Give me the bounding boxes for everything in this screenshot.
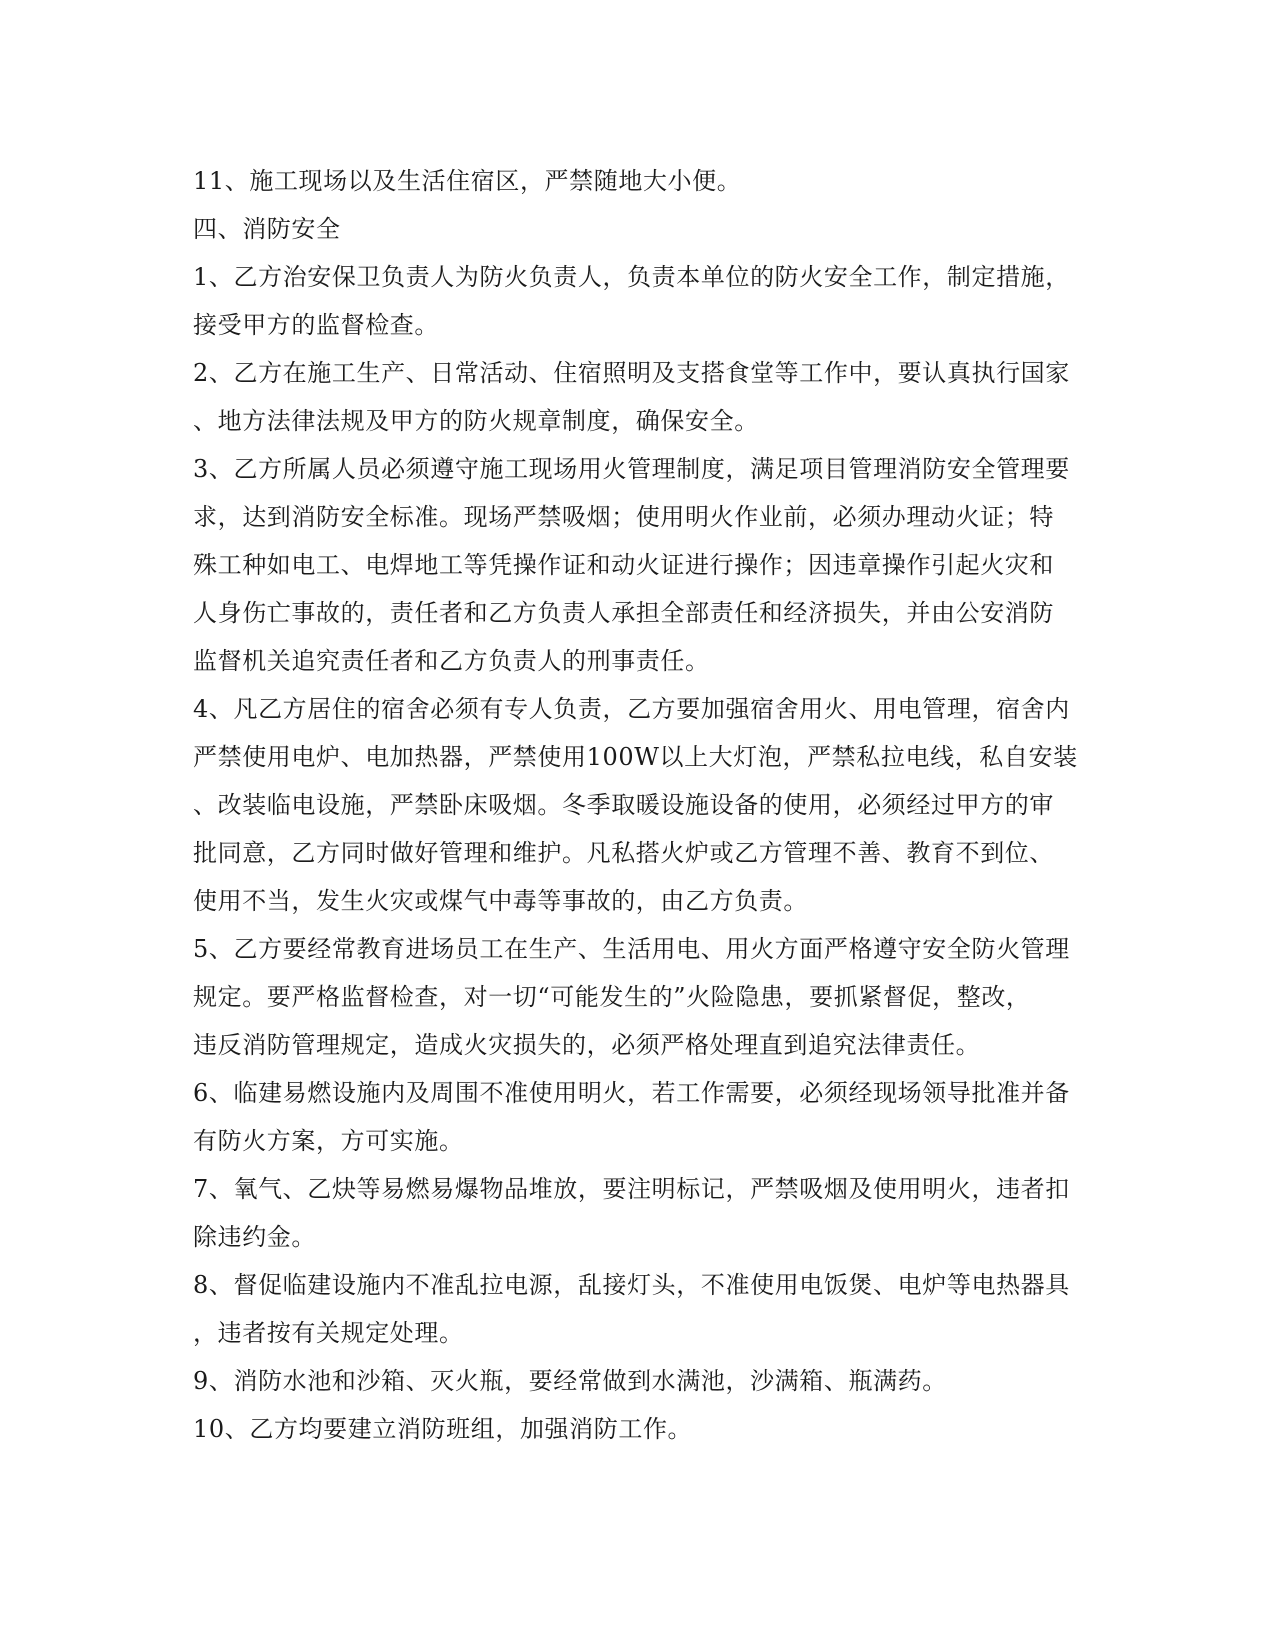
text-line: ，违者按有关规定处理。 (193, 1319, 464, 1347)
text-line: 使用不当，发生火灾或煤气中毒等事故的，由乙方负责。 (193, 887, 808, 915)
text-line: 3、乙方所属人员必须遵守施工现场用火管理制度，满足项目管理消防安全管理要 (193, 455, 1070, 483)
text-line: 规定。要严格监督检查，对一切“可能发生的”火险隐患，要抓紧督促，整改， (193, 983, 1031, 1011)
text-line: 除违约金。 (193, 1223, 316, 1251)
text-line: 1、乙方治安保卫负责人为防火负责人，负责本单位的防火安全工作，制定措施， (193, 263, 1070, 291)
text-line: 违反消防管理规定，造成火灾损失的，必须严格处理直到追究法律责任。 (193, 1031, 981, 1059)
text-line: 监督机关追究责任者和乙方负责人的刑事责任。 (193, 647, 710, 675)
text-line: 求，达到消防安全标准。现场严禁吸烟；使用明火作业前，必须办理动火证；特 (193, 503, 1054, 531)
text-line: 殊工种如电工、电焊地工等凭操作证和动火证进行操作；因违章操作引起火灾和 (193, 551, 1054, 579)
text-line: 2、乙方在施工生产、日常活动、住宿照明及支搭食堂等工作中，要认真执行国家 (193, 359, 1070, 387)
document-body (193, 157, 1083, 1453)
text-line: 7、氧气、乙炔等易燃易爆物品堆放，要注明标记，严禁吸烟及使用明火，违者扣 (193, 1175, 1070, 1203)
text-line: 、改装临电设施，严禁卧床吸烟。冬季取暖设施设备的使用，必须经过甲方的审 (193, 791, 1054, 819)
text-line: 有防火方案，方可实施。 (193, 1127, 464, 1155)
text-line: 、地方法律法规及甲方的防火规章制度，确保安全。 (193, 407, 759, 435)
text-line: 人身伤亡事故的，责任者和乙方负责人承担全部责任和经济损失，并由公安消防 (193, 599, 1054, 627)
text-line: 5、乙方要经常教育进场员工在生产、生活用电、用火方面严格遵守安全防火管理 (193, 935, 1070, 963)
text-line: 10、乙方均要建立消防班组，加强消防工作。 (193, 1415, 693, 1443)
text-line: 11、施工现场以及生活住宿区，严禁随地大小便。 (193, 167, 742, 195)
text-line: 8、督促临建设施内不准乱拉电源，乱接灯头，不准使用电饭煲、电炉等电热器具 (193, 1271, 1070, 1299)
section-heading: 四、消防安全 (193, 215, 341, 243)
text-line: 6、临建易燃设施内及周围不准使用明火，若工作需要，必须经现场领导批准并备 (193, 1079, 1070, 1107)
text-line: 接受甲方的监督检查。 (193, 311, 439, 339)
text-line: 4、凡乙方居住的宿舍必须有专人负责，乙方要加强宿舍用火、用电管理，宿舍内 (193, 695, 1070, 723)
text-line: 批同意，乙方同时做好管理和维护。凡私搭火炉或乙方管理不善、教育不到位、 (193, 839, 1054, 867)
text-line: 9、消防水池和沙箱、灭火瓶，要经常做到水满池，沙满箱、瓶满药。 (193, 1367, 947, 1395)
text-line: 严禁使用电炉、电加热器，严禁使用100W以上大灯泡，严禁私拉电线，私自安装 (193, 743, 1078, 771)
